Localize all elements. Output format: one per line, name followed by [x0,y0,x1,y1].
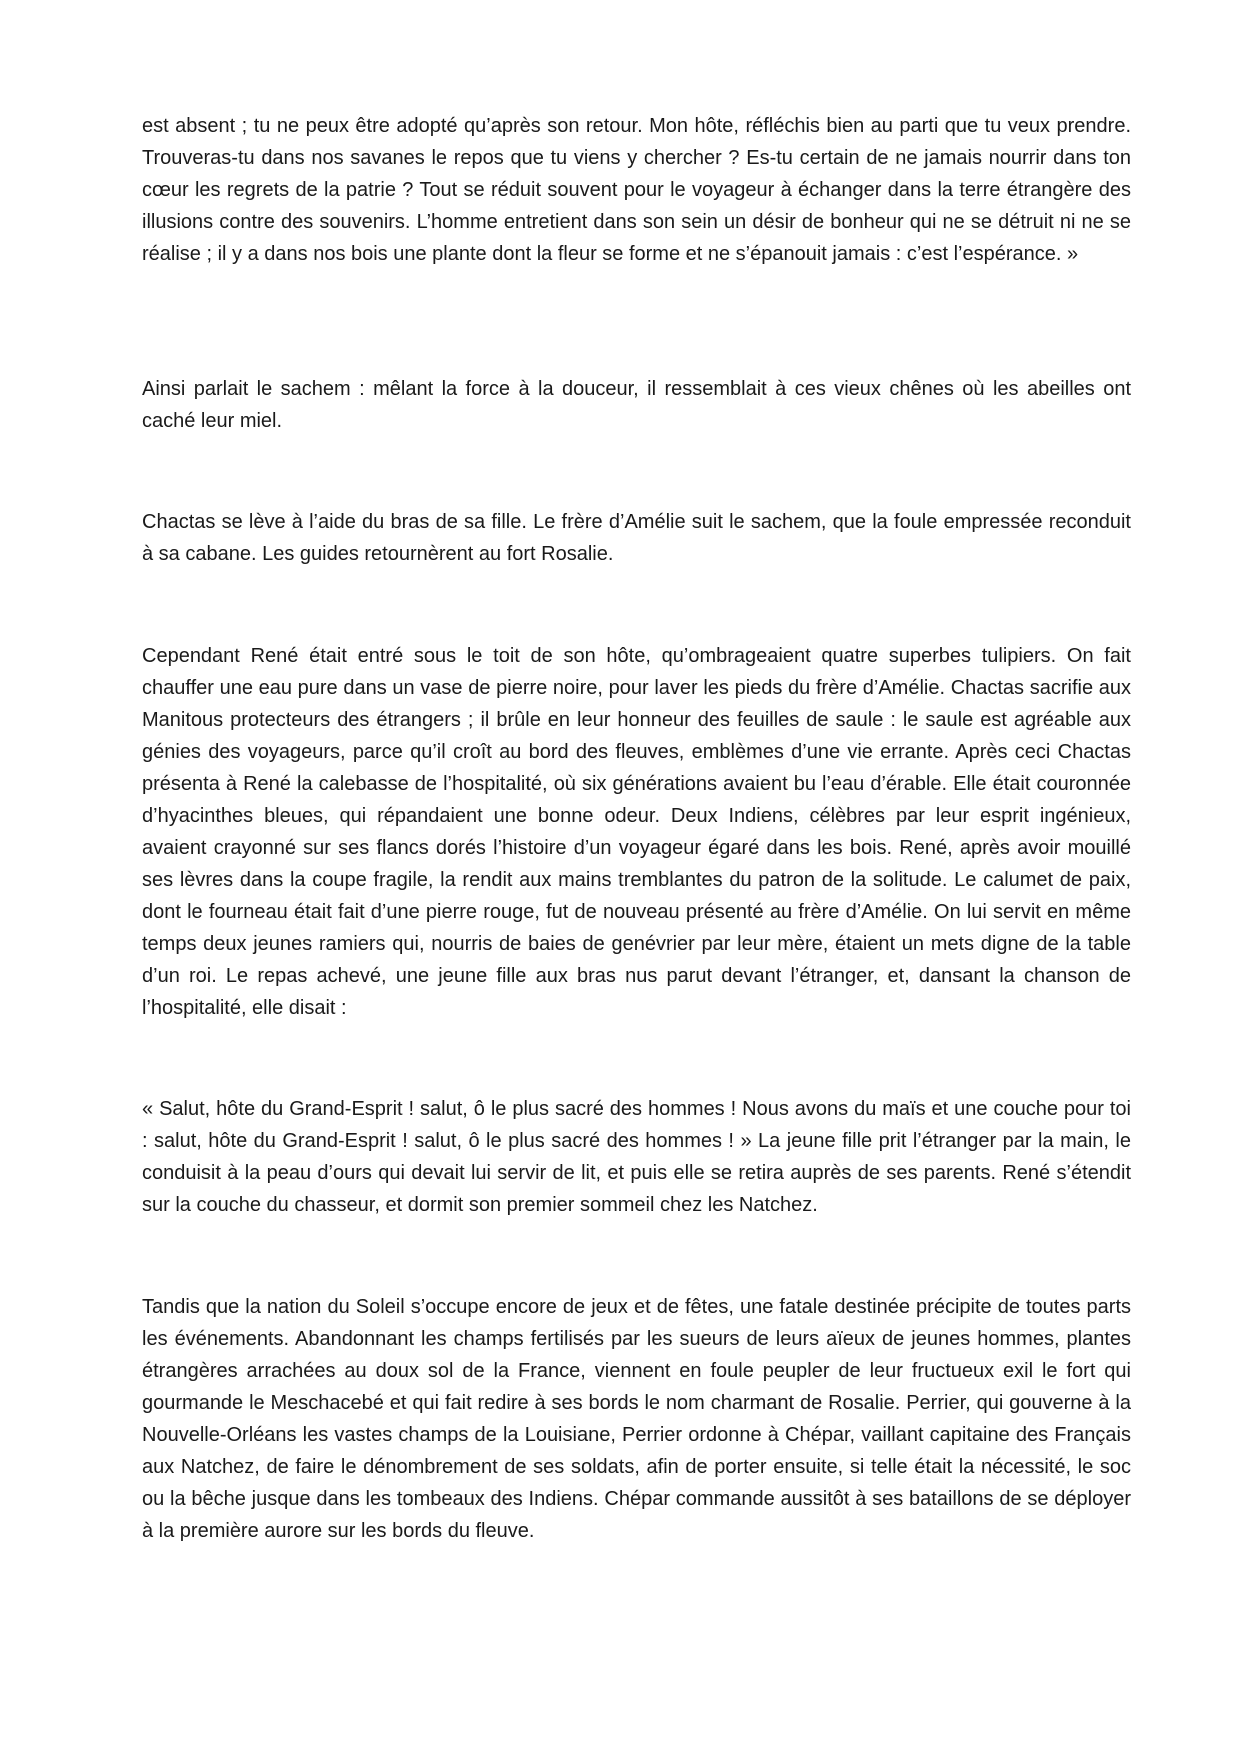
paragraph: Cependant René était entré sous le toit de son hôte, qu’ombrageaient quatre superbes tulipiers. On fait chauffer une eau pure dans un vase de pierre noire, pour laver les pieds du frère d’Amélie. Chactas sacrifie aux Manitous protecteurs des étrangers ; il brûle en leur honneur des feuilles de saule : le saule est agréable aux génies des voyageurs, parce qu’il croît au bord des fleuves, emblèmes d’une vie errante. Après ceci Chactas présenta à René la calebasse de l’hospitalité, où six générations avaient bu l’eau d’érable. Elle était couronnée d’hyacinthes bleues, qui répandaient une bonne odeur. Deux Indiens, célèbres par leur esprit ingénieux, avaient crayonné sur ses flancs dorés l’histoire d’un voyageur égaré dans les bois. René, après avoir mouillé ses lèvres dans la coupe fragile, la rendit aux mains tremblantes du patron de la solitude. Le calumet de paix, dont le fourneau était fait d’une pierre rouge, fut de nouveau présenté au frère d’Amélie. On lui servit en même temps deux jeunes ramiers qui, nourris de baies de genévrier par leur mère, étaient un mets digne de la table d’un roi. Le repas achevé, une jeune fille aux bras nus parut devant l’étranger, et, dansant la chanson de l’hospitalité, elle disait : [142,645,1131,1019]
paragraph: Tandis que la nation du Soleil s’occupe encore de jeux et de fêtes, une fatale destinée précipite de toutes parts les événements. Abandonnant les champs fertilisés par les sueurs de leurs aïeux de jeunes hommes, plantes étrangères arrachées au doux sol de la France, viennent en foule peupler de leur fructueux exil le fort qui gourmande le Meschacebé et qui fait redire à ses bords le nom charmant de Rosalie. Perrier, qui gouverne à la Nouvelle-Orléans les vastes champs de la Louisiane, Perrier ordonne à Chépar, vaillant capitaine des Français aux Natchez, de faire le dénombrement de ses soldats, afin de porter ensuite, si telle était la nécessité, le soc ou la bêche jusque dans les tombeaux des Indiens. Chépar commande aussitôt à ses bataillons de se déployer à la première aurore sur les bords du fleuve. [142,1296,1131,1542]
paragraph: Ainsi parlait le sachem : mêlant la force à la douceur, il ressemblait à ces vieux chênes où les abeilles ont caché leur miel. [142,378,1131,432]
paragraph: est absent ; tu ne peux être adopté qu’après son retour. Mon hôte, réfléchis bien au parti que tu veux prendre. Trouveras-tu dans nos savanes le repos que tu viens y chercher ? Es-tu certain de ne jamais nourrir dans ton cœur les regrets de la patrie ? Tout se réduit souvent pour le voyageur à échanger dans la terre étrangère des illusions contre des souvenirs. L’homme entretient dans son sein un désir de bonheur qui ne se détruit ni ne se réalise ; il y a dans nos bois une plante dont la fleur se forme et ne s’épanouit jamais : c’est l’espérance. » [142,115,1131,265]
paragraph: « Salut, hôte du Grand-Esprit ! salut, ô le plus sacré des hommes ! Nous avons du maïs et une couche pour toi : salut, hôte du Grand-Esprit ! salut, ô le plus sacré des hommes ! » La jeune fille prit l’étranger par la main, le conduisit à la peau d’ours qui devait lui servir de lit, et puis elle se retira auprès de ses parents. René s’étendit sur la couche du chasseur, et dormit son premier sommeil chez les Natchez. [142,1098,1131,1216]
paragraph: Chactas se lève à l’aide du bras de sa fille. Le frère d’Amélie suit le sachem, que la foule empressée reconduit à sa cabane. Les guides retournèrent au fort Rosalie. [142,511,1131,565]
